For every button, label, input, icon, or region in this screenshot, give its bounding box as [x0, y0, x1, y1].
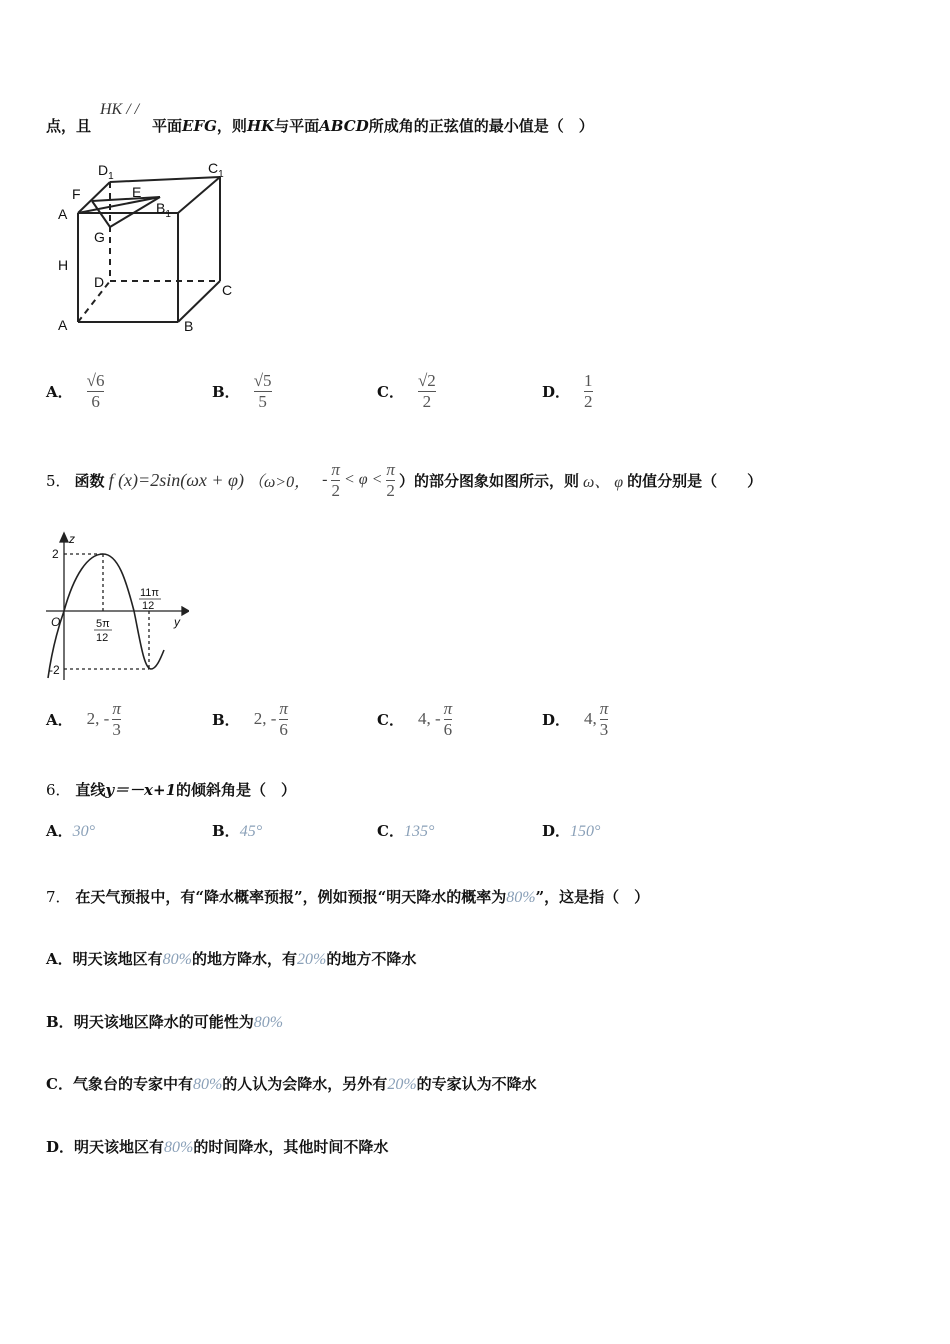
z-axis-arrow: [60, 533, 68, 542]
q5-option-d[interactable]: D． 4, $\frac{\pi}{3}$: [542, 699, 609, 739]
q5-phi-range: - $\frac{\pi}{2}$ < φ < $\frac{\pi}{2}$: [322, 459, 395, 500]
label-c1: $C_1$: [208, 160, 224, 180]
q4-option-d[interactable]: D． $\frac{1}{2}$: [542, 371, 593, 411]
q7-option-c[interactable]: C．气象台的专家中有80%的人认为会降水，另外有20%的专家认为不降水: [46, 1075, 537, 1093]
tick-11pi-num: 11π: [140, 587, 160, 599]
q5-stem: 5． 函数 f (x)=2sin(ωx + φ) （ω>0， - $\frac{\pi}{2}$ < φ < $\frac{\pi}{2}$ ）的部分图象如图所示，则 ω、 φ 的值分别是（ ）: [46, 459, 763, 500]
q6-option-a[interactable]: A．30°: [46, 822, 96, 840]
q5-option-b[interactable]: B． 2, - $\frac{\pi}{6}$: [212, 699, 288, 739]
q7-option-b[interactable]: B．明天该地区降水的可能性为80%: [46, 1013, 284, 1031]
sine-graph: [44, 530, 189, 685]
label-a: A: [58, 317, 68, 333]
label-a1: A: [58, 206, 68, 222]
q7-stem: 7． 在天气预报中，有“降水概率预报”，例如预报“明天降水的概率为80%”，这是指（ ）: [46, 888, 650, 906]
q4-option-a[interactable]: A． $\frac{√6}{6}$: [46, 371, 105, 411]
edge-b1c1: [178, 177, 220, 213]
q7-option-a[interactable]: A．明天该地区有80%的地方降水，有20%的地方不降水: [46, 950, 417, 968]
sine-curve: [48, 554, 164, 678]
q6-stem: 6． 直线y＝－x+1的倾斜角是（ ）: [46, 781, 297, 799]
q7-option-d[interactable]: D．明天该地区有80%的时间降水，其他时间不降水: [46, 1138, 389, 1156]
fraction: $\frac{1}{2}$: [584, 371, 593, 411]
q4-stem: 点，且: [46, 117, 92, 135]
fraction: $\frac{√5}{5}$: [253, 371, 272, 411]
q5-option-a[interactable]: A． 2, - $\frac{\pi}{3}$: [46, 699, 121, 739]
q6-option-d[interactable]: D．150°: [542, 822, 601, 840]
label-d: D: [94, 274, 105, 290]
q4-hk-parallel: HK / /: [100, 101, 140, 118]
max-label: 2: [52, 547, 59, 561]
tick-11pi-den: 12: [142, 600, 155, 612]
q4-option-b[interactable]: B． $\frac{√5}{5}$: [212, 371, 272, 411]
fraction: $\frac{√6}{6}$: [86, 371, 105, 411]
label-g: G: [94, 229, 105, 245]
tick-5pi-num: 5π: [96, 618, 110, 630]
label-c: C: [222, 282, 233, 298]
label-f: F: [72, 186, 81, 202]
y-axis-arrow: [182, 607, 189, 615]
label-e: E: [132, 184, 142, 200]
axis-y-label: y: [174, 615, 180, 629]
fraction: $\frac{√2}{2}$: [417, 371, 436, 411]
q5-formula: f (x)=2sin(ωx + φ): [108, 469, 244, 490]
edge-d1c1: [110, 177, 220, 182]
min-label: -2: [49, 663, 60, 677]
q6-option-c[interactable]: C．135°: [377, 822, 435, 840]
label-b1: $B_1$: [156, 200, 171, 220]
label-h: H: [58, 257, 69, 273]
edge-bc: [178, 281, 220, 322]
label-d1: $D_1$: [98, 162, 114, 182]
q5-cond1: （ω>0，: [247, 473, 311, 491]
axis-z-label: z: [69, 532, 75, 546]
tick-5pi-den: 12: [96, 632, 109, 644]
q6-option-b[interactable]: B．45°: [212, 822, 263, 840]
q5-option-c[interactable]: C． 4, - $\frac{\pi}{6}$: [377, 699, 453, 739]
q4-stem-rest: 平面EFG，则HK与平面ABCD所成角的正弦值的最小值是（ ）: [152, 117, 594, 135]
origin-label: O: [51, 615, 61, 629]
cube-figure: [50, 155, 250, 340]
q4-option-c[interactable]: C． $\frac{√2}{2}$: [377, 371, 436, 411]
label-b: B: [184, 318, 194, 334]
